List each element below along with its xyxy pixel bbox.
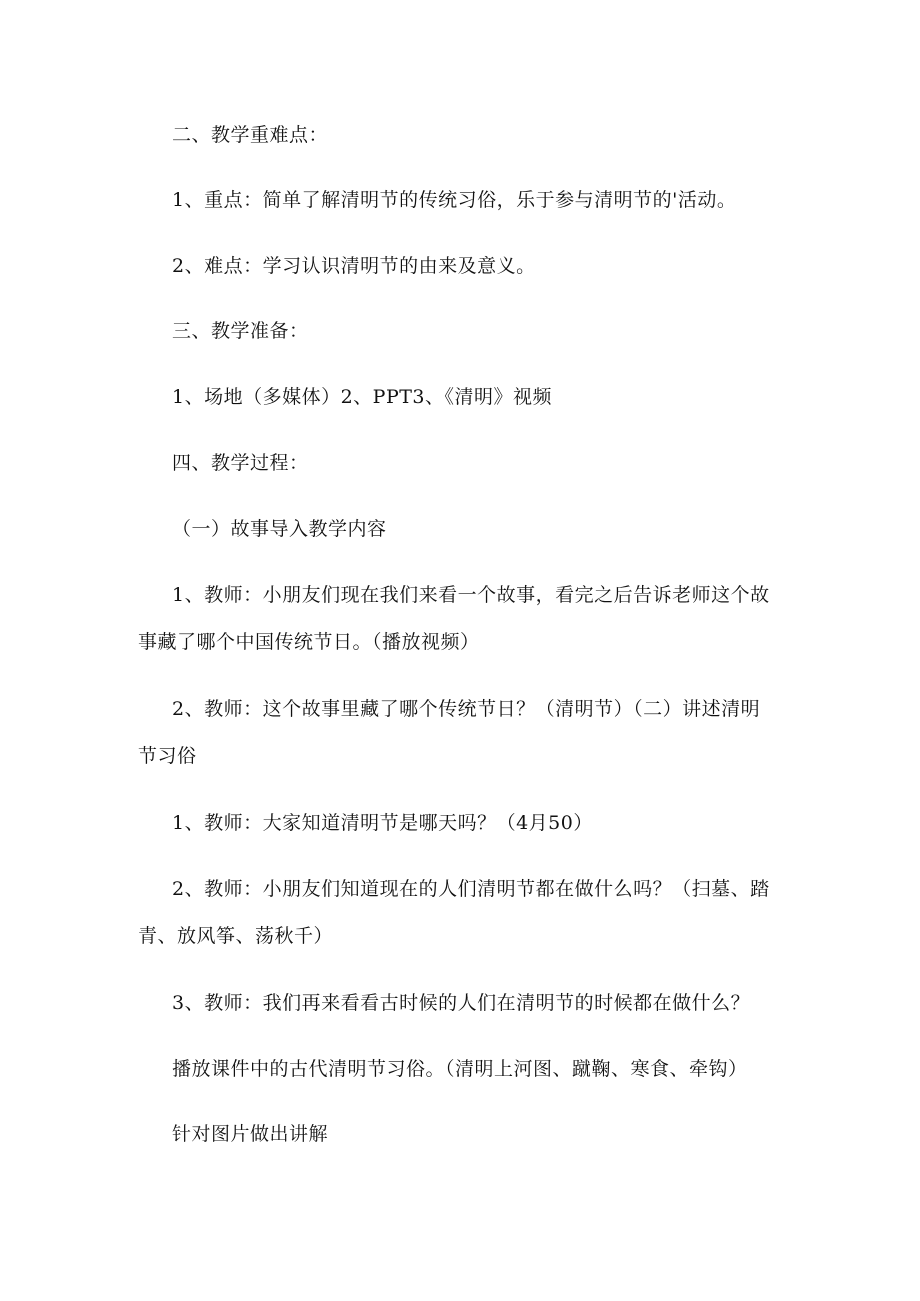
paragraph-step-2-line-1: 2、教师：这个故事里藏了哪个传统节日？（清明节）（二）讲述清明 (172, 698, 761, 720)
paragraph-date-question: 1、教师：大家知道清明节是哪天吗？（4月50） (172, 812, 593, 834)
paragraph-key-point: 1、重点：简单了解清明节的传统习俗，乐于参与清明节的'活动。 (172, 189, 737, 211)
paragraph-step-1-line-2: 事藏了哪个中国传统节日。（播放视频） (138, 631, 480, 653)
paragraph-step-1-line-1: 1、教师：小朋友们现在我们来看一个故事，看完之后告诉老师这个故 (172, 584, 770, 606)
paragraph-customs-question-line-2: 青、放风筝、荡秋千） (138, 925, 334, 947)
paragraph-play-courseware: 播放课件中的古代清明节习俗。（清明上河图、蹴鞠、寒食、牵钩） (172, 1058, 748, 1080)
heading-key-points: 二、教学重难点： (172, 124, 329, 146)
heading-process: 四、教学过程： (172, 452, 309, 474)
heading-preparation: 三、教学准备： (172, 320, 309, 342)
paragraph-explain-pictures: 针对图片做出讲解 (172, 1123, 329, 1145)
subheading-story-intro: （一）故事导入教学内容 (172, 518, 387, 540)
paragraph-materials: 1、场地（多媒体）2、PPT3、《清明》视频 (172, 386, 553, 408)
paragraph-ancient-customs-question: 3、教师：我们再来看看古时候的人们在清明节的时候都在做什么？ (172, 992, 751, 1014)
paragraph-difficult-point: 2、难点：学习认识清明节的由来及意义。 (172, 255, 536, 277)
paragraph-step-2-line-2: 节习俗 (138, 745, 197, 767)
paragraph-customs-question-line-1: 2、教师：小朋友们知道现在的人们清明节都在做什么吗？（扫墓、踏 (172, 878, 770, 900)
